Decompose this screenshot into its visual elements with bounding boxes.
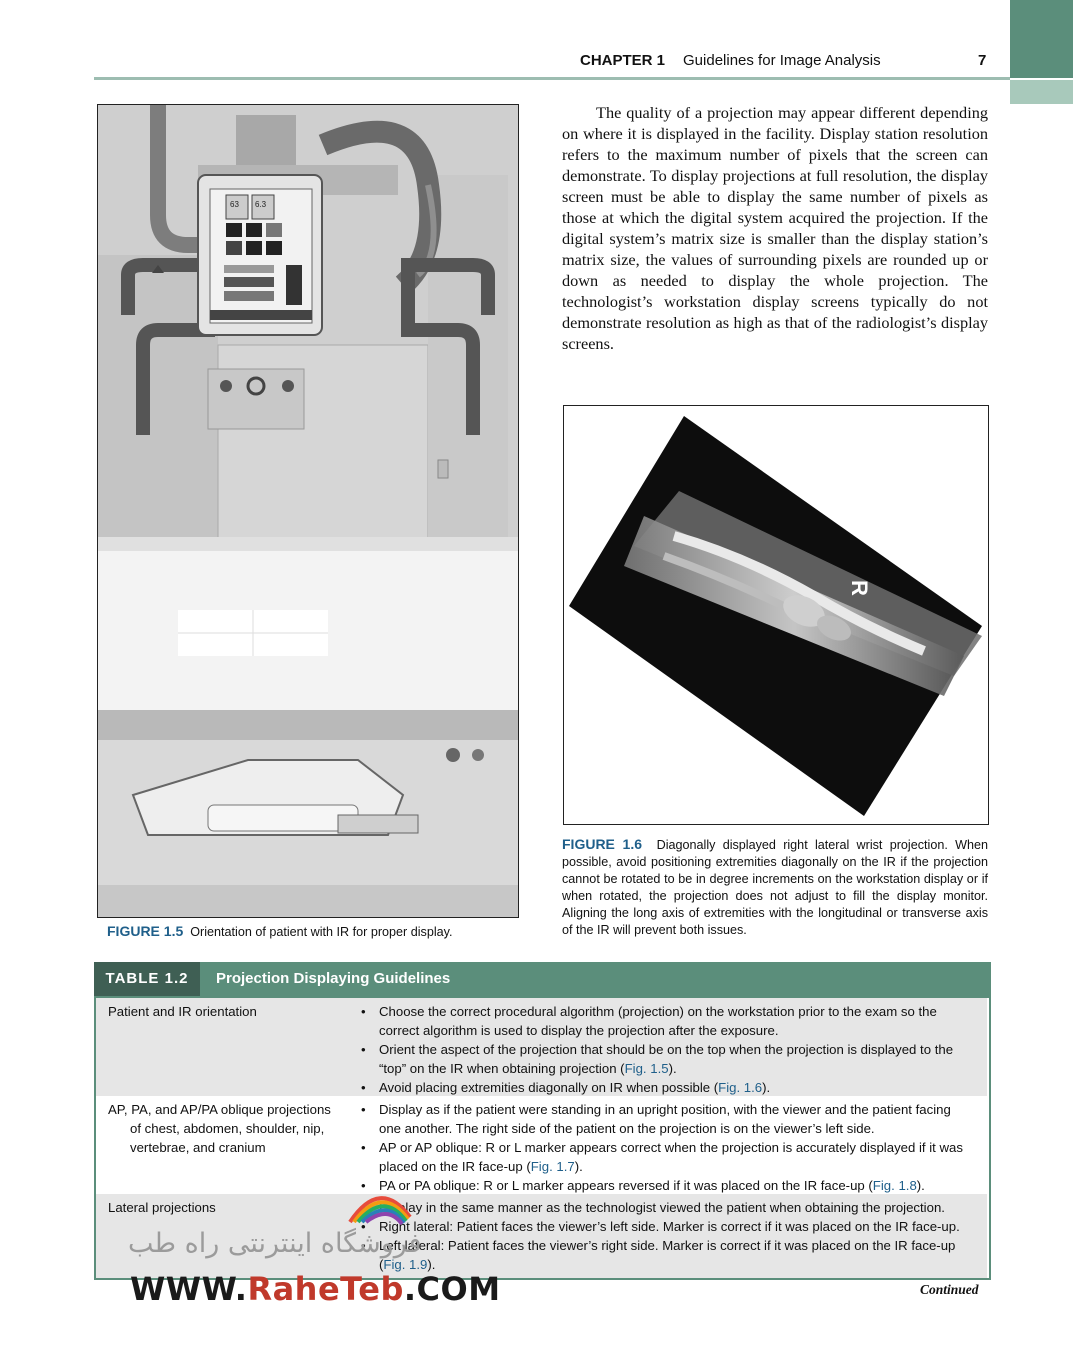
bullet-item: • AP or AP oblique: R or L marker appears correct when the projection is accurately displayed if it was placed on the IR face-up (Fig. 1.7). [359, 1138, 975, 1176]
watermark-url: WWW.RaheTeb.COM [130, 1270, 501, 1308]
figure-ref-link[interactable]: Fig. 1.8 [872, 1178, 917, 1193]
bullet-item: • Display as if the patient were standing in an upright position, with the viewer and the patient facing one another. The right side of the patient on the projection is on the viewer’s left side. [359, 1100, 975, 1138]
figure-ref-link[interactable]: Fig. 1.5 [624, 1061, 669, 1076]
figure-1-5-label: FIGURE 1.5 [107, 923, 184, 939]
panel-readout-2: 6.3 [255, 200, 267, 209]
figure-1-6-label: FIGURE 1.6 [562, 836, 643, 852]
header-rule [94, 77, 1010, 80]
table-row [96, 998, 987, 1096]
figure-ref-link[interactable]: Fig. 1.7 [530, 1159, 575, 1174]
bullet-item: • Orient the aspect of the projection that should be on the top when the projection is displayed to the “top” on the IR when obtaining projection (Fig. 1.5). [359, 1040, 975, 1078]
row-label: Patient and IR orientation [108, 1004, 257, 1019]
figure-ref-link[interactable]: Fig. 1.9 [383, 1257, 428, 1272]
continued-note: Continued [920, 1282, 979, 1297]
row-label: AP, PA, and AP/PA oblique projections of chest, abdomen, shoulder, nip, vertebrae, and cranium [108, 1102, 331, 1155]
table-title: Projection Displaying Guidelines [216, 970, 451, 987]
figure-ref-link[interactable]: Fig. 1.6 [718, 1080, 763, 1095]
figure-1-5-photo [97, 104, 519, 918]
table-header [94, 962, 989, 996]
running-head [580, 52, 881, 69]
bullet-item: • Left lateral: Patient faces the viewer’s right side. Marker is correct if it was placed on the IR face-up (Fig. 1.9). [359, 1236, 975, 1274]
chapter-number: CHAPTER 1 [580, 52, 666, 69]
chapter-tab-lower [1010, 80, 1073, 104]
row-label: Lateral projections [108, 1200, 216, 1215]
xray-room-illustration [98, 105, 518, 917]
page-number: 7 [978, 52, 987, 69]
panel-readout-1: 63 [230, 200, 239, 209]
side-marker: R [847, 580, 872, 596]
table-number: TABLE 1.2 [94, 962, 200, 996]
chapter-tab [1010, 0, 1073, 78]
figure-1-6-radiograph [563, 405, 989, 825]
bullet-item: • Avoid placing extremities diagonally on IR when possible (Fig. 1.6). [359, 1078, 975, 1097]
watermark-logo-icon [340, 1172, 460, 1232]
figure-1-6-caption [562, 836, 988, 939]
body-paragraph: The quality of a projection may appear different depending on where it is displayed in the facility. Display station resolution refers to the maximum number of pixels that the screen can demonstrate. To display projections at full resolution, the display screen must be able to display the same number of pixels as those at which the digital system acquired the projection. If the digital system’s matrix size is smaller than the display station’s matrix size, the values of surrounding pixels are rounded up or down as needed to display the whole projection. The technologist’s workstation display screens typically do not demonstrate resolution as high as that of the radiologist’s display screens. [562, 103, 988, 353]
wrist-xray-illustration [564, 406, 988, 824]
figure-1-6-caption-text: Diagonally displayed right lateral wrist projection. When possible, avoid positioning extremities diagonally on the IR if the projection cannot be rotated to be in degree increments on the workstation display or if when rotated, the projection does not adjust to fill the display monitor. Aligning the long axis of extremities with the longitudinal or transverse axis of the IR will prevent both issues. [562, 838, 989, 937]
bullet-item: • Choose the correct procedural algorithm (projection) on the workstation prior to the exam so the correct algorithm is used to display the projection after the exposure. [359, 1002, 975, 1040]
chapter-title: Guidelines for Image Analysis [683, 52, 881, 69]
bullet-item: • PA or PA oblique: R or L marker appears reversed if it was placed on the IR face-up (Fig. 1.8). [359, 1176, 975, 1195]
figure-1-5-caption [107, 923, 527, 941]
figure-1-5-caption-text: Orientation of patient with IR for proper display. [190, 925, 453, 939]
watermark-site-name: فروشگاه اینترنتی راه طب [128, 1228, 422, 1259]
table-row [96, 1096, 987, 1194]
row-bullets [359, 1002, 975, 1097]
bullet-item: • Right lateral: Patient faces the viewer’s left side. Marker is correct if it was placed on the IR face-up. [359, 1217, 975, 1236]
bullet-item: • Display in the same manner as the technologist viewed the patient when obtaining the projection. [359, 1198, 975, 1217]
